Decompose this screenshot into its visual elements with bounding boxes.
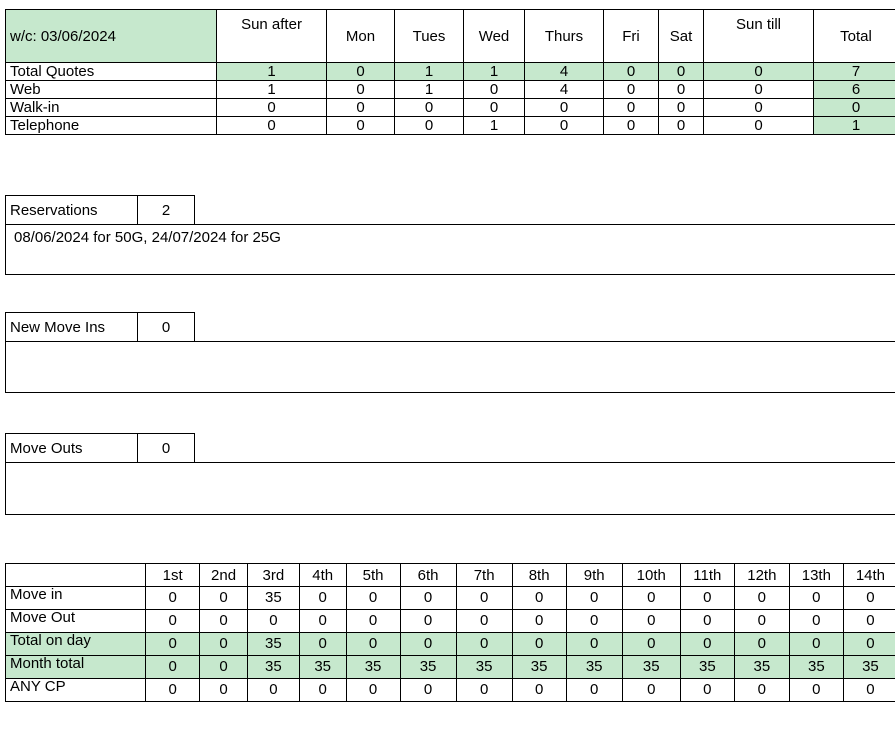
cell: 0 xyxy=(789,679,843,702)
cell: 0 xyxy=(346,633,400,656)
cell: 35 xyxy=(346,656,400,679)
date-header: 7th xyxy=(456,564,512,587)
day-header-tues: Tues xyxy=(395,10,464,63)
date-header: 6th xyxy=(400,564,456,587)
cell: 35 xyxy=(247,587,299,610)
corner-cell xyxy=(6,564,146,587)
cell: 0 xyxy=(843,679,895,702)
day-header-total: Total xyxy=(814,10,895,63)
cell: 0 xyxy=(146,679,200,702)
cell: 0 xyxy=(464,81,525,99)
date-header: 4th xyxy=(299,564,346,587)
date-header: 11th xyxy=(680,564,734,587)
weekly-quotes-table xyxy=(5,9,895,135)
cell: 0 xyxy=(512,679,566,702)
cell: 0 xyxy=(659,63,704,81)
cell: 0 xyxy=(734,587,789,610)
cell: 0 xyxy=(299,679,346,702)
date-header: 10th xyxy=(622,564,680,587)
cell: 0 xyxy=(704,99,814,117)
cell: 0 xyxy=(680,610,734,633)
cell: 0 xyxy=(622,679,680,702)
day-header-sun-after: Sun after xyxy=(217,10,327,63)
table-row xyxy=(6,610,895,633)
cell: 0 xyxy=(512,633,566,656)
reservations-count: 2 xyxy=(138,196,195,225)
cell: 35 xyxy=(789,656,843,679)
table-row xyxy=(6,99,895,117)
table-row xyxy=(6,656,895,679)
week-commencing-cell: w/c: 03/06/2024 xyxy=(6,10,217,63)
reservations-count-box xyxy=(5,195,195,225)
cell: 0 xyxy=(146,656,200,679)
day-header-wed: Wed xyxy=(464,10,525,63)
cell: 0 xyxy=(146,633,200,656)
cell: 35 xyxy=(400,656,456,679)
table-row xyxy=(6,633,895,656)
cell: 0 xyxy=(400,679,456,702)
total-cell: 6 xyxy=(814,81,895,99)
move-ins-note xyxy=(5,341,895,393)
row-label: Move Out xyxy=(6,610,146,633)
cell: 0 xyxy=(400,587,456,610)
cell: 0 xyxy=(680,679,734,702)
cell: 0 xyxy=(566,633,622,656)
row-label: Move in xyxy=(6,587,146,610)
row-label: ANY CP xyxy=(6,679,146,702)
cell: 0 xyxy=(566,610,622,633)
cell: 0 xyxy=(604,99,659,117)
cell: 35 xyxy=(299,656,346,679)
day-header-thurs: Thurs xyxy=(525,10,604,63)
row-label: Web xyxy=(6,81,217,99)
row-label: Walk-in xyxy=(6,99,217,117)
move-outs-note xyxy=(5,462,895,515)
cell: 0 xyxy=(395,117,464,135)
total-cell: 7 xyxy=(814,63,895,81)
cell: 0 xyxy=(247,679,299,702)
cell: 35 xyxy=(247,656,299,679)
day-header-sun-till: Sun till xyxy=(704,10,814,63)
cell: 0 xyxy=(789,587,843,610)
cell: 0 xyxy=(704,117,814,135)
row-label: Total Quotes xyxy=(6,63,217,81)
cell: 0 xyxy=(843,610,895,633)
row-label: Telephone xyxy=(6,117,217,135)
cell: 0 xyxy=(622,633,680,656)
cell: 35 xyxy=(512,656,566,679)
cell: 35 xyxy=(680,656,734,679)
cell: 0 xyxy=(622,610,680,633)
cell: 35 xyxy=(843,656,895,679)
cell: 0 xyxy=(734,679,789,702)
cell: 0 xyxy=(346,587,400,610)
cell: 0 xyxy=(400,633,456,656)
cell: 0 xyxy=(464,99,525,117)
monthly-table xyxy=(5,563,895,702)
cell: 1 xyxy=(464,63,525,81)
cell: 0 xyxy=(299,587,346,610)
table-row xyxy=(6,587,895,610)
move-outs-label: Move Outs xyxy=(6,434,138,463)
date-header: 13th xyxy=(789,564,843,587)
day-header-mon: Mon xyxy=(327,10,395,63)
row-label: Total on day xyxy=(6,633,146,656)
cell: 0 xyxy=(327,81,395,99)
date-header: 14th xyxy=(843,564,895,587)
cell: 0 xyxy=(327,99,395,117)
date-header: 3rd xyxy=(247,564,299,587)
date-header: 2nd xyxy=(200,564,248,587)
cell: 0 xyxy=(247,610,299,633)
cell: 35 xyxy=(622,656,680,679)
cell: 0 xyxy=(659,99,704,117)
cell: 0 xyxy=(566,679,622,702)
total-cell: 1 xyxy=(814,117,895,135)
cell: 0 xyxy=(734,610,789,633)
cell: 0 xyxy=(200,587,248,610)
cell: 0 xyxy=(200,679,248,702)
cell: 0 xyxy=(512,587,566,610)
day-header-sat: Sat xyxy=(659,10,704,63)
cell: 1 xyxy=(464,117,525,135)
cell: 0 xyxy=(217,99,327,117)
cell: 0 xyxy=(200,610,248,633)
date-header: 1st xyxy=(146,564,200,587)
total-cell: 0 xyxy=(814,99,895,117)
cell: 0 xyxy=(525,117,604,135)
cell: 35 xyxy=(566,656,622,679)
cell: 0 xyxy=(456,679,512,702)
cell: 0 xyxy=(843,587,895,610)
cell: 1 xyxy=(395,63,464,81)
cell: 0 xyxy=(659,81,704,99)
cell: 0 xyxy=(704,81,814,99)
reservations-label: Reservations xyxy=(6,196,138,225)
cell: 0 xyxy=(789,610,843,633)
cell: 1 xyxy=(217,81,327,99)
cell: 0 xyxy=(200,633,248,656)
cell: 0 xyxy=(146,610,200,633)
date-header: 8th xyxy=(512,564,566,587)
cell: 0 xyxy=(327,117,395,135)
cell: 0 xyxy=(622,587,680,610)
cell: 35 xyxy=(734,656,789,679)
cell: 0 xyxy=(604,81,659,99)
cell: 35 xyxy=(247,633,299,656)
cell: 0 xyxy=(680,587,734,610)
date-header: 5th xyxy=(346,564,400,587)
cell: 0 xyxy=(525,99,604,117)
cell: 0 xyxy=(456,610,512,633)
cell: 0 xyxy=(456,633,512,656)
move-outs-count-box xyxy=(5,433,195,463)
table-row xyxy=(6,63,895,81)
cell: 35 xyxy=(456,656,512,679)
cell: 0 xyxy=(704,63,814,81)
cell: 0 xyxy=(604,63,659,81)
cell: 0 xyxy=(659,117,704,135)
cell: 0 xyxy=(680,633,734,656)
cell: 1 xyxy=(217,63,327,81)
cell: 0 xyxy=(789,633,843,656)
cell: 4 xyxy=(525,81,604,99)
table-row xyxy=(6,679,895,702)
cell: 0 xyxy=(456,587,512,610)
cell: 0 xyxy=(299,610,346,633)
cell: 0 xyxy=(400,610,456,633)
monthly-header-row xyxy=(6,564,895,587)
move-ins-count: 0 xyxy=(138,313,195,342)
cell: 0 xyxy=(346,679,400,702)
cell: 1 xyxy=(395,81,464,99)
move-ins-label: New Move Ins xyxy=(6,313,138,342)
cell: 0 xyxy=(217,117,327,135)
cell: 0 xyxy=(395,99,464,117)
table-row xyxy=(6,81,895,99)
cell: 0 xyxy=(604,117,659,135)
cell: 0 xyxy=(734,633,789,656)
cell: 0 xyxy=(566,587,622,610)
move-ins-count-box xyxy=(5,312,195,342)
cell: 0 xyxy=(327,63,395,81)
cell: 0 xyxy=(346,610,400,633)
date-header: 9th xyxy=(566,564,622,587)
cell: 4 xyxy=(525,63,604,81)
date-header: 12th xyxy=(734,564,789,587)
reservations-note: 08/06/2024 for 50G, 24/07/2024 for 25G xyxy=(5,224,895,275)
cell: 0 xyxy=(146,587,200,610)
table-row xyxy=(6,117,895,135)
cell: 0 xyxy=(299,633,346,656)
row-label: Month total xyxy=(6,656,146,679)
move-outs-count: 0 xyxy=(138,434,195,463)
day-header-fri: Fri xyxy=(604,10,659,63)
cell: 0 xyxy=(512,610,566,633)
cell: 0 xyxy=(200,656,248,679)
cell: 0 xyxy=(843,633,895,656)
